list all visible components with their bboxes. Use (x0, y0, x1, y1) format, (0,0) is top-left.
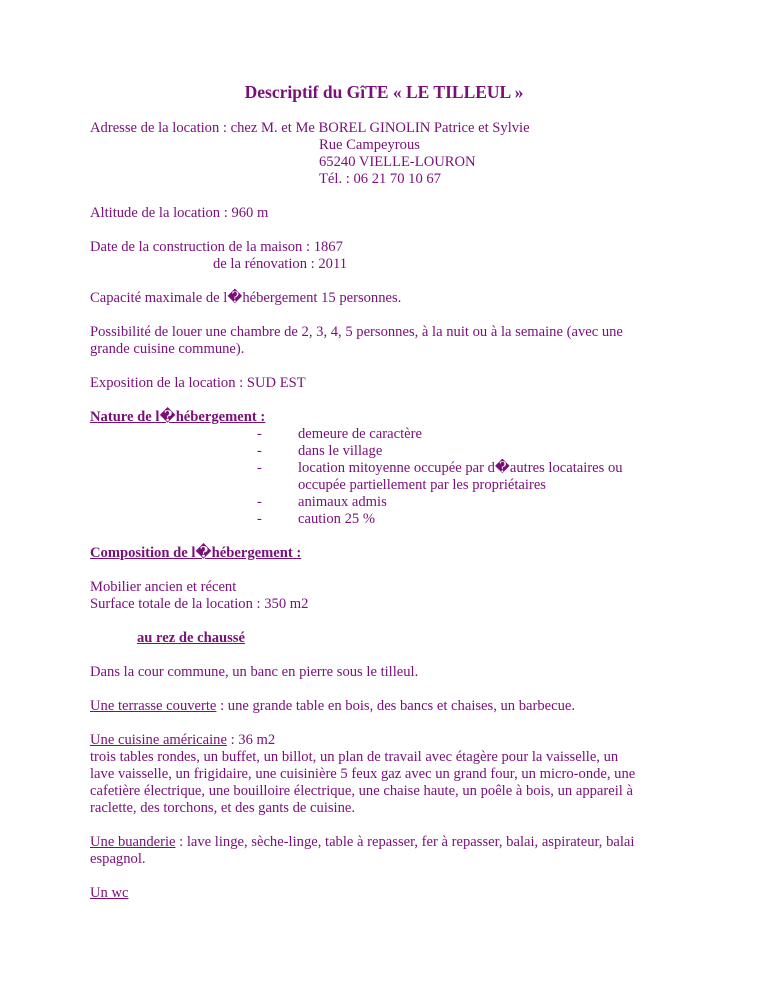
list-item: occupée partiellement par les propriétaires (298, 477, 546, 493)
terrasse-label: Une terrasse couverte (90, 698, 217, 714)
page-title: Descriptif du GîTE « LE TILLEUL » (244, 82, 524, 102)
terrasse-text: : une grande table en bois, des bancs et chaises, un barbecue. (216, 698, 576, 714)
list-item: dans le village (298, 443, 383, 459)
cuisine-label: Une cuisine américaine (90, 732, 227, 748)
capacity-text: Capacité maximale de l�hébergement 15 personnes. (90, 290, 402, 306)
wc-label: Un wc (90, 885, 129, 901)
address-city: 65240 VIELLE-LOURON (319, 154, 476, 170)
buanderie-text: : lave linge, sèche-linge, table à repasser, fer à repasser, balai, aspirateur, balai (175, 834, 635, 850)
surface-text: Surface totale de la location : 350 m2 (90, 596, 309, 612)
list-item: location mitoyenne occupée par d�autres locataires ou (298, 460, 623, 476)
cuisine-desc-line: lave vaisselle, un frigidaire, une cuisinière 5 feux gaz avec un grand four, un micro-onde, une (90, 766, 636, 782)
cuisine-desc-line: raclette, des torchons, et des gants de cuisine. (90, 800, 356, 816)
possibility-line-1: Possibilité de louer une chambre de 2, 3, 4, 5 personnes, à la nuit ou à la semaine (avec une (90, 324, 623, 340)
terrasse-line (90, 698, 575, 715)
nature-heading: Nature de l�hébergement : (90, 409, 266, 425)
list-item: demeure de caractère (298, 426, 422, 442)
list-bullet: - (257, 460, 262, 476)
possibility-line-2: grande cuisine commune). (90, 341, 245, 357)
buanderie-line (90, 834, 634, 851)
cuisine-desc-line: trois tables rondes, un buffet, un billot, un plan de travail avec étagère pour la vaisselle, un (90, 749, 619, 765)
address-phone: Tél. : 06 21 70 10 67 (319, 171, 442, 187)
buanderie-label: Une buanderie (90, 834, 176, 850)
cuisine-size: : 36 m2 (226, 732, 276, 748)
rdc-heading: au rez de chaussé (137, 630, 245, 646)
list-item: animaux admis (298, 494, 387, 510)
list-bullet: - (257, 443, 262, 459)
altitude-text: Altitude de la location : 960 m (90, 205, 269, 221)
address-street: Rue Campeyrous (319, 137, 420, 153)
list-bullet: - (257, 511, 262, 527)
list-bullet: - (257, 494, 262, 510)
cuisine-desc-line: cafetière électrique, une bouilloire électrique, une chaise haute, un poêle à bois, un appareil à (90, 783, 633, 799)
mobilier-text: Mobilier ancien et récent (90, 579, 237, 595)
buanderie-line-2: espagnol. (90, 851, 146, 867)
list-item: caution 25 % (298, 511, 376, 527)
renovation-date: de la rénovation : 2011 (213, 256, 348, 272)
composition-heading: Composition de l�hébergement : (90, 545, 302, 561)
list-bullet: - (257, 426, 262, 442)
cuisine-line (90, 732, 275, 749)
exposition-text: Exposition de la location : SUD EST (90, 375, 306, 391)
cour-text: Dans la cour commune, un banc en pierre sous le tilleul. (90, 664, 419, 680)
address-label: Adresse de la location : chez M. et Me BOREL GINOLIN Patrice et Sylvie (90, 120, 530, 136)
construction-date: Date de la construction de la maison : 1867 (90, 239, 343, 255)
